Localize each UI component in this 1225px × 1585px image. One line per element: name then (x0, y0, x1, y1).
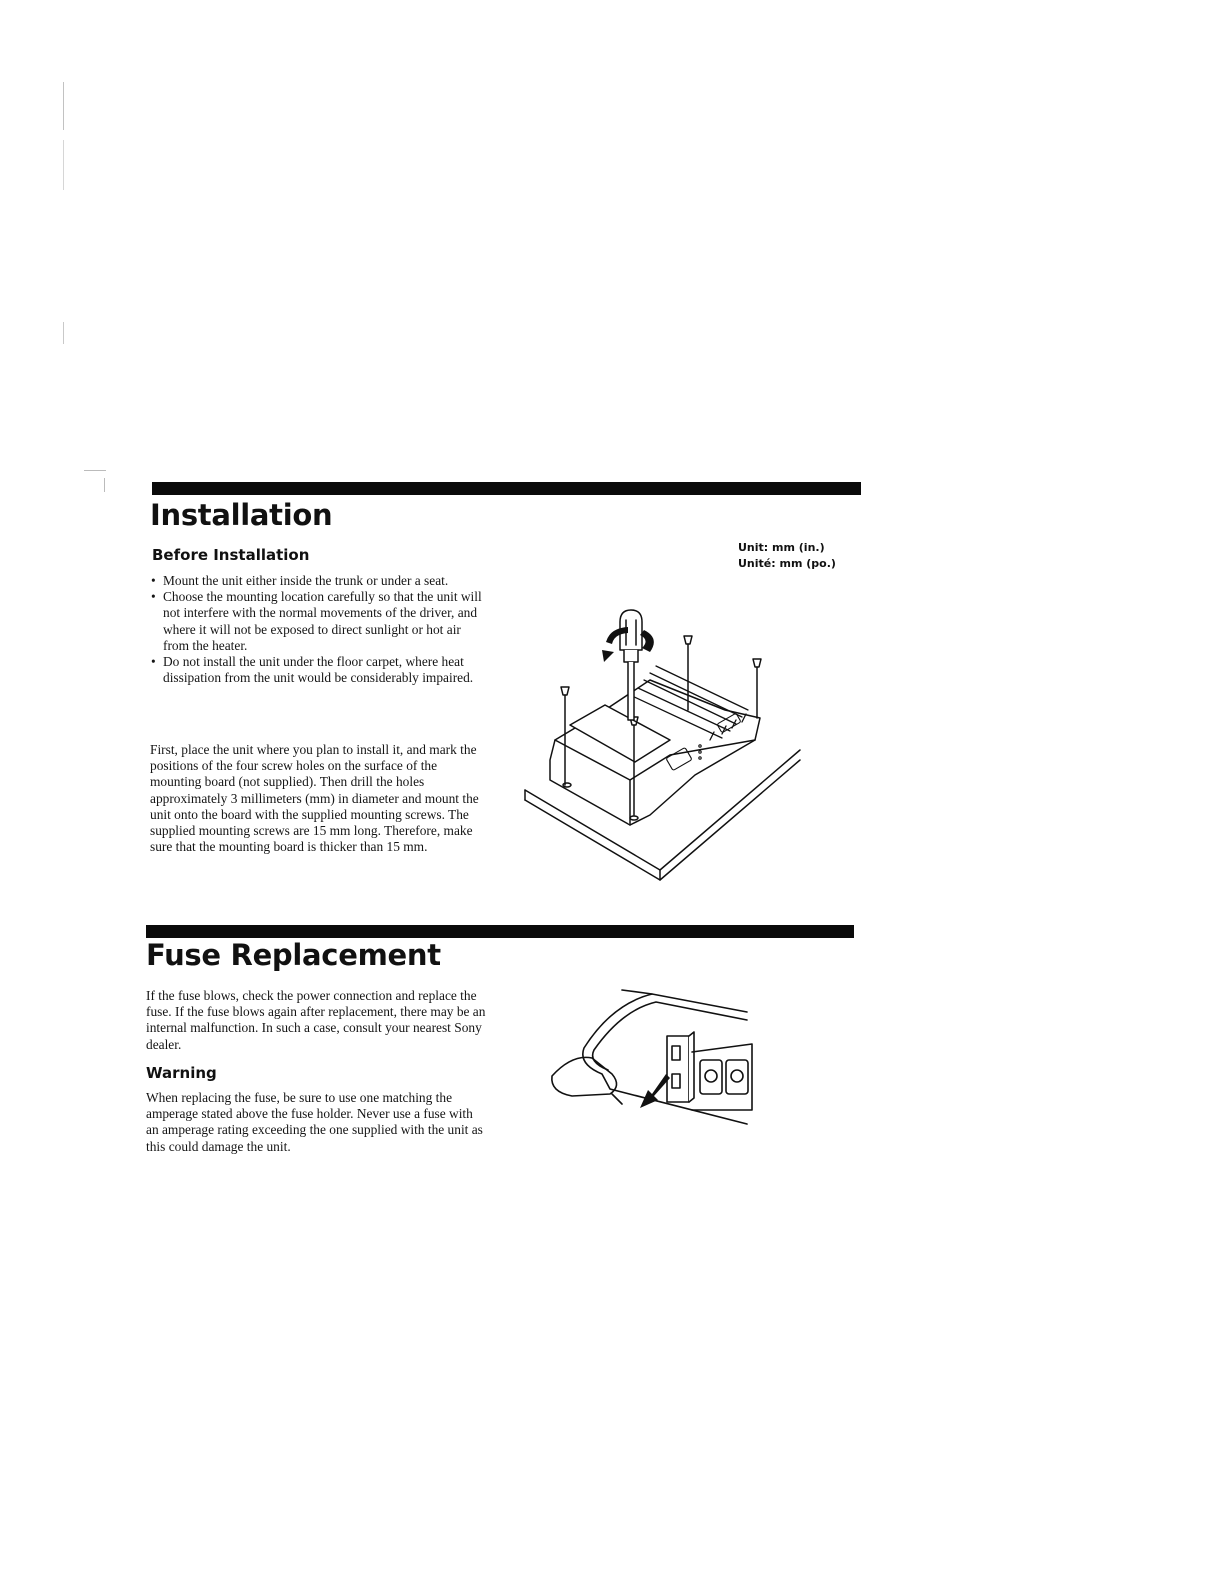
list-item: • Mount the unit either inside the trunk or under a seat. (150, 573, 486, 589)
unit-label-en: Unit: mm (in.) (738, 541, 825, 554)
amplifier-corner (552, 990, 747, 1124)
fuse-holder (667, 1032, 694, 1102)
list-item: • Choose the mounting location carefully so that the unit will not interfere with the normal movements of the driver, and where it will not be exposed to direct sunlight or hot air from the heater. (150, 589, 486, 654)
scan-speck (63, 322, 64, 344)
before-installation-heading: Before Installation (152, 546, 310, 564)
before-installation-list (150, 573, 486, 686)
scan-speck (63, 140, 64, 190)
fuse-title: Fuse Replacement (146, 938, 441, 972)
unit-label-fr: Unité: mm (po.) (738, 557, 836, 570)
installation-illustration (510, 600, 800, 880)
scan-speck (104, 478, 105, 492)
installation-title: Installation (150, 498, 333, 532)
fuse-illustration (552, 984, 752, 1134)
scan-speck (63, 82, 64, 130)
fuse-body: If the fuse blows, check the power connection and replace the fuse. If the fuse blows again after replacement, there may be an internal malfunction. In such a case, consult your nearest Sony dealer. (146, 988, 486, 1052)
installation-body: First, place the unit where you plan to install it, and mark the positions of the four screw holes on the surface of the mounting board (not supplied). Then drill the holes approximately 3 millimeters (mm) in diameter and mount the unit onto the board with the supplied mounting screws. The supplied mounting screws are 15 mm long. Therefore, make sure that the mounting board is thicker than 15 mm. (150, 742, 479, 855)
installation-section-rule (152, 482, 861, 495)
amplifier-unit (550, 680, 760, 825)
terminal-block (692, 1044, 752, 1110)
warning-heading: Warning (146, 1064, 217, 1082)
warning-body: When replacing the fuse, be sure to use one matching the amperage stated above the fuse holder. Never use a fuse with an amperage rating exceeding the one supplied with the unit as this could damage the unit. (146, 1090, 483, 1154)
mounting-screw-icon (753, 659, 761, 718)
list-item: • Do not install the unit under the floor carpet, where heat dissipation from the unit would be considerably impaired. (150, 654, 486, 686)
scan-speck (84, 470, 106, 471)
fuse-section-rule (146, 925, 854, 938)
